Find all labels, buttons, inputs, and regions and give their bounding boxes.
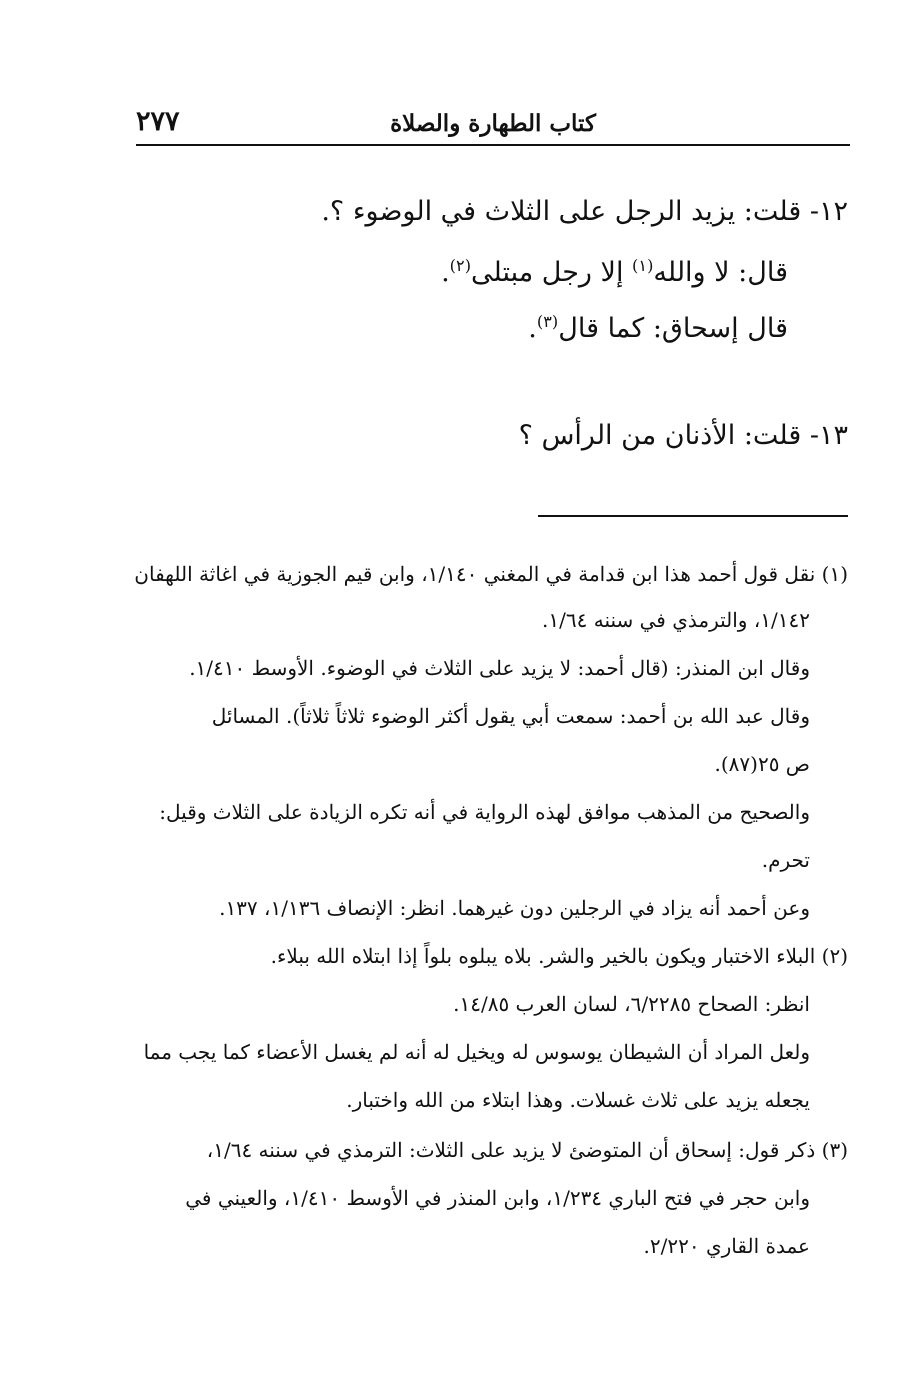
answer-12-text-3: .: [441, 257, 450, 288]
footnote-ref-3: (٣): [536, 312, 559, 331]
footnote-line: وقال عبد الله بن أحمد: سمعت أبي يقول أكثر الوضوء ثلاثاً ثلاثاً). المسائل: [211, 704, 810, 728]
footnote-line: (١) نقل قول أحمد هذا ابن قدامة في المغني ١/١٤٠، وابن قيم الجوزية في اغاثة اللهفان: [134, 562, 848, 586]
footnote-line: وابن حجر في فتح الباري ١/٢٣٤، وابن المنذر في الأوسط ١/٤١٠، والعيني في: [185, 1186, 810, 1210]
footnote-line: انظر: الصحاح ٦/٢٢٨٥، لسان العرب ١٤/٨٥.: [453, 992, 810, 1016]
answer-12-text-2: إلا رجل مبتلى: [471, 257, 633, 288]
ishaq-statement: [528, 312, 788, 344]
ishaq-text-2: .: [528, 313, 537, 344]
footnote-line: يجعله يزيد على ثلاث غسلات. وهذا ابتلاء من الله واختبار.: [346, 1088, 810, 1112]
book-title: كتاب الطهارة والصلاة: [390, 110, 596, 137]
footnote-ref-2: (٢): [449, 256, 472, 275]
footnote-line: ولعل المراد أن الشيطان يوسوس له ويخيل له أنه لم يغسل الأعضاء كما يجب مما: [143, 1040, 810, 1064]
footnote-divider: [538, 515, 848, 517]
footnote-line: ص ٢٥(٨٧).: [714, 752, 810, 776]
footnote-line: ١/١٤٢، والترمذي في سننه ١/٦٤.: [542, 608, 810, 632]
answer-12-text-1: قال: لا والله: [653, 257, 788, 288]
page-number: ٢٧٧: [136, 106, 180, 137]
question-12: ١٢- قلت: يزيد الرجل على الثلاث في الوضوء ؟.: [321, 196, 848, 227]
footnote-line: (٣) ذكر قول: إسحاق أن المتوضئ لا يزيد على الثلاث: الترمذي في سننه ١/٦٤،: [206, 1138, 848, 1162]
footnote-line: وعن أحمد أنه يزاد في الرجلين دون غيرهما. انظر: الإنصاف ١/١٣٦، ١٣٧.: [219, 896, 810, 920]
footnote-ref-1: (١): [632, 256, 654, 275]
question-13: ١٣- قلت: الأذنان من الرأس ؟: [518, 420, 848, 451]
ishaq-text-1: قال إسحاق: كما قال: [558, 313, 788, 344]
footnote-line: وقال ابن المنذر: (قال أحمد: لا يزيد على الثلاث في الوضوء. الأوسط ١/٤١٠.: [189, 656, 810, 680]
page-header: [136, 104, 850, 146]
footnote-line: والصحيح من المذهب موافق لهذه الرواية في أنه تكره الزيادة على الثلاث وقيل:: [159, 800, 810, 824]
footnote-line: تحرم.: [761, 848, 810, 872]
answer-12: [441, 256, 788, 288]
footnote-line: (٢) البلاء الاختبار ويكون بالخير والشر. بلاه يبلوه بلواً إذا ابتلاه الله ببلاء.: [270, 944, 848, 968]
footnote-line: عمدة القاري ٢/٢٢٠.: [643, 1234, 810, 1258]
